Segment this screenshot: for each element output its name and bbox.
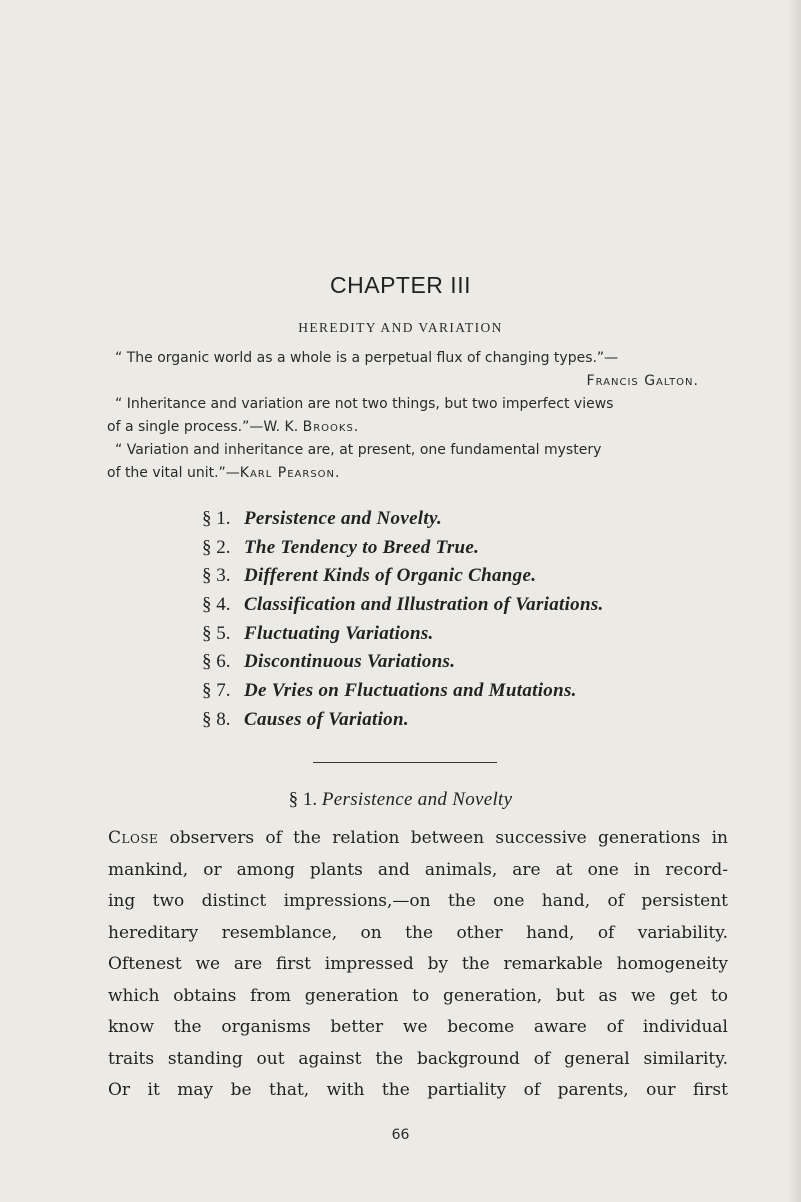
section-divider xyxy=(313,762,497,763)
body-paragraph xyxy=(108,823,728,1107)
chapter-title: HEREDITY AND VARIATION xyxy=(298,320,503,335)
body-line-text: observers of the relation between successive generations in xyxy=(158,828,728,848)
body-line: Or it may be that, with the partiality of parents, our first xyxy=(108,1080,728,1100)
contents-number: § 6. xyxy=(202,651,231,673)
body-line: which obtains from generation to generation, but as we get to xyxy=(108,985,728,1006)
body-line: Oftenest we are first impressed by the remarkable homogeneity xyxy=(108,954,728,974)
contents-title: Persistence and Novelty. xyxy=(244,508,443,529)
body-line: ing two distinct impressions,—on the one hand, of persistent xyxy=(108,891,728,911)
epigraph-brooks-text: “ Inheritance and variation are not two things, but two imperfect views xyxy=(115,396,614,412)
epigraph-text-fragment: of a single process.”—W. K. xyxy=(107,419,303,435)
contents-item xyxy=(202,591,722,620)
contents-title: De Vries on Fluctuations and Mutations. xyxy=(244,680,577,702)
section-contents-list xyxy=(202,505,722,735)
epigraph-pearson-attribution xyxy=(107,462,707,485)
contents-title: Classification and Illustration of Variations. xyxy=(244,594,604,616)
contents-item xyxy=(202,562,722,591)
body-line: hereditary resemblance, on the other hand, of variability. xyxy=(108,922,728,943)
contents-item xyxy=(202,534,722,563)
contents-title: Different Kinds of Organic Change. xyxy=(244,565,537,587)
contents-item xyxy=(202,706,722,735)
epigraph-galton-text: “ The organic world as a whole is a perpetual flux of changing types.”— xyxy=(115,350,619,366)
contents-number: § 4. xyxy=(202,594,231,616)
section-number: § 1. xyxy=(288,789,318,810)
epigraph-galton-author xyxy=(107,370,707,393)
section-title: Persistence and Novelty xyxy=(321,789,513,810)
contents-number: § 1. xyxy=(202,508,231,529)
contents-title: The Tendency to Breed True. xyxy=(244,536,480,558)
epigraph-text-fragment: of the vital unit.”— xyxy=(107,465,240,481)
epigraph-author-name: Francis Galton. xyxy=(586,373,699,389)
contents-title: Discontinuous Variations. xyxy=(244,651,456,673)
lead-word: Close xyxy=(108,828,159,848)
contents-title: Causes of Variation. xyxy=(244,708,409,730)
epigraph-author-name: Brooks. xyxy=(302,419,360,435)
body-line xyxy=(108,823,728,855)
epigraph-brooks-attribution xyxy=(107,416,707,439)
contents-item xyxy=(202,505,722,534)
body-line: mankind, or among plants and animals, are at one in record- xyxy=(108,859,728,880)
epigraph-author-name: Karl Pearson. xyxy=(239,465,341,481)
contents-number: § 3. xyxy=(202,565,231,587)
body-line: know the organisms better we become aware of individual xyxy=(108,1017,728,1037)
contents-number: § 8. xyxy=(202,708,231,730)
epigraphs xyxy=(107,347,707,485)
contents-number: § 2. xyxy=(202,536,231,558)
contents-item xyxy=(202,648,722,677)
contents-item xyxy=(202,620,722,649)
chapter-heading: CHAPTER III xyxy=(330,272,471,298)
contents-number: § 5. xyxy=(202,622,231,644)
section-heading xyxy=(0,789,801,811)
contents-number: § 7. xyxy=(202,680,231,702)
page-edge-shadow xyxy=(787,0,801,1202)
epigraph-pearson-text: “ Variation and inheritance are, at present, one fundamental mystery xyxy=(115,442,602,458)
body-line: traits standing out against the background of general similarity. xyxy=(108,1048,728,1069)
contents-title: Fluctuating Variations. xyxy=(244,622,434,644)
page-number: 66 xyxy=(391,1127,410,1143)
contents-item xyxy=(202,677,722,706)
